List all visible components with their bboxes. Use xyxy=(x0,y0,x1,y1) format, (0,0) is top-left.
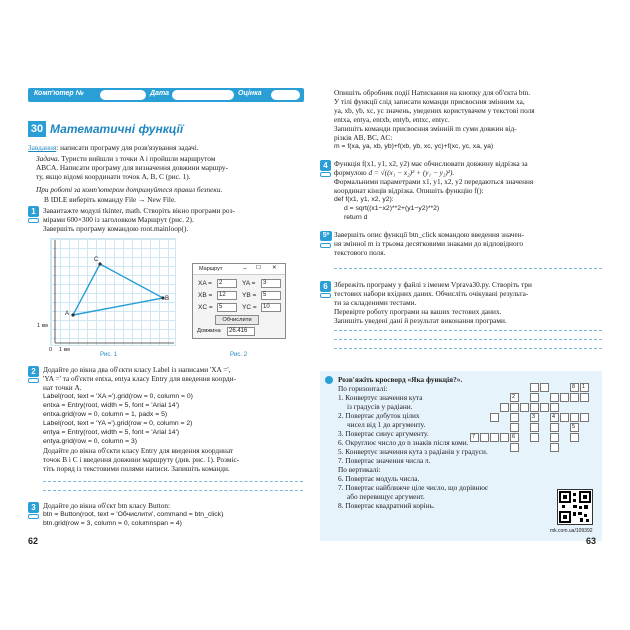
grade-label: Оцінка xyxy=(238,90,262,97)
crossword-cell[interactable] xyxy=(500,403,509,412)
crossword-cell[interactable]: 4 xyxy=(550,413,559,422)
crossword-cell[interactable] xyxy=(520,403,529,412)
task-2-line: Додайте до вікна два об'єкти класу Label із написами 'XA =', xyxy=(43,365,231,374)
crossword-cell[interactable] xyxy=(550,443,559,452)
crossword-cell[interactable] xyxy=(530,433,539,442)
crossword-cell[interactable] xyxy=(510,403,519,412)
horizontal-label: По горизонталі: xyxy=(338,384,388,393)
left-page xyxy=(28,88,304,550)
crossword-cell[interactable] xyxy=(570,413,579,422)
handler-line: ya, xb, yb, xc, yc значень, уведених користувачем у текстові поля xyxy=(334,106,535,115)
computer-icon xyxy=(320,172,331,177)
code-line: entxa.grid(row = 0, column = 1, padx = 5) xyxy=(43,411,168,418)
vertical-label: По вертикалі: xyxy=(338,465,381,474)
task-2-line: тіть поряд із текстовими полями написи. Запишіть команди. xyxy=(43,464,230,473)
computer-icon xyxy=(320,243,331,248)
origin-label: 0 xyxy=(49,347,53,353)
crossword-cell[interactable]: 6 xyxy=(510,433,519,442)
task-6-badge: 6 xyxy=(320,281,331,292)
code-line: btn = Button(root, text = 'Обчислити', command = btn_click) xyxy=(43,511,224,518)
problem-line: Туристи вийшли з точки A і пройшли маршрутом xyxy=(61,154,216,163)
qr-caption: mk.com.ua/109392 xyxy=(550,528,593,534)
task-3-text xyxy=(43,501,305,528)
crossword-cell[interactable]: 2 xyxy=(510,393,519,402)
axis-y-label: 1 км xyxy=(37,323,48,329)
code-line: btn.grid(row = 3, column = 0, columnspan = 4) xyxy=(43,520,182,527)
clue: 5. Конвертує значення кута з радіанів у градуси. xyxy=(338,447,488,456)
calculate-button[interactable]: Обчислити xyxy=(215,315,259,325)
task-6-line: Перевірте роботу програми на ваших тестових даних. xyxy=(334,307,502,316)
task-1-badge: 1 xyxy=(28,206,39,217)
problem-line: ту, якщо відомі координати точок A, B, C (рис. 1). xyxy=(36,172,191,181)
crossword-cell[interactable] xyxy=(560,413,569,422)
task-6-line: Збережіть програму у файлі з іменем Vprava30.py. Створіть три xyxy=(334,280,532,289)
task-1-text xyxy=(43,206,305,233)
length-label: Довжина xyxy=(197,328,221,334)
computer-label: Комп'ютер № xyxy=(34,90,84,97)
crossword-cell[interactable] xyxy=(540,403,549,412)
clue: або перевищує аргумент. xyxy=(347,492,425,501)
safety-line: При роботі за комп'ютером дотримуйтеся правил безпеки. xyxy=(36,185,223,194)
computer-icon xyxy=(320,293,331,298)
yb-label: YB = xyxy=(242,292,257,299)
crossword-cell[interactable]: 3 xyxy=(530,413,539,422)
task-2-badge: 2 xyxy=(28,366,39,377)
xc-label: XC = xyxy=(198,304,213,311)
task-2-line: нат точки A. xyxy=(43,383,82,392)
figure-1-triangle xyxy=(50,238,176,346)
answer-line[interactable] xyxy=(334,339,602,340)
handler-line: entxa, entya, entxb, entyb, entxc, entyc. xyxy=(334,115,450,124)
task-6-line: тестових набори вхідних даних. Обчисліть очікувані результа- xyxy=(334,289,529,298)
task-1-line: мірами 600×300 із заголовком Маршрут (рис. 2). xyxy=(43,215,194,224)
clue: 7. Повертає значення числа π. xyxy=(338,456,431,465)
crossword-panel xyxy=(320,371,602,541)
answer-line[interactable] xyxy=(334,330,602,331)
answer-line[interactable] xyxy=(43,481,303,482)
code-line: return d xyxy=(344,214,368,221)
code-line: def f(x1, y1, x2, y2): xyxy=(334,196,394,203)
task-intro-text: : написати програму для розв'язування задачі. xyxy=(56,143,199,152)
code-line: d = sqrt((x1−x2)**2+(y1−y2)**2) xyxy=(344,205,440,212)
ya-label: YA = xyxy=(242,280,256,287)
crossword-cell[interactable] xyxy=(540,383,549,392)
date-label: Дата xyxy=(150,90,170,97)
grade-field[interactable] xyxy=(271,90,300,100)
xa-label: XA = xyxy=(198,280,212,287)
yb-entry[interactable]: 5 xyxy=(261,291,281,300)
crossword-cell[interactable] xyxy=(580,413,589,422)
computer-field[interactable] xyxy=(100,90,146,100)
point-a-label: A xyxy=(65,311,70,317)
computer-icon xyxy=(28,378,39,383)
task-intro-label: Завдання xyxy=(28,143,57,152)
clue: чисел від 1 до аргументу. xyxy=(347,420,426,429)
crossword-cell[interactable] xyxy=(530,393,539,402)
date-field[interactable] xyxy=(172,90,234,100)
task-2-line: точок B і C і введення довжини маршруту (див. рис. 1). Розміс- xyxy=(43,455,240,464)
crossword-cell[interactable] xyxy=(550,433,559,442)
distance-formula: d = √((x₁ − x₂)² + (y₁ − y₂)²). xyxy=(368,168,455,177)
crossword-cell[interactable] xyxy=(550,393,559,402)
crossword-cell[interactable] xyxy=(530,423,539,432)
code-line: entya = Entry(root, width = 5, font = 'Arial 14') xyxy=(43,429,180,436)
yc-entry[interactable]: 10 xyxy=(261,303,281,312)
computer-icon xyxy=(28,218,39,223)
length-entry[interactable]: 26.416 xyxy=(227,327,255,336)
clue: із градусів у радіани. xyxy=(347,402,413,411)
crossword-cell[interactable] xyxy=(500,433,509,442)
crossword-cell[interactable] xyxy=(570,393,579,402)
code-line: Label(root, text = 'YA =').grid(row = 0, column = 2) xyxy=(43,420,193,427)
code-line: Label(root, text = 'XA =').grid(row = 0, column = 0) xyxy=(43,393,193,400)
yc-label: YC = xyxy=(242,304,257,311)
crossword-cell[interactable]: 8 xyxy=(570,383,579,392)
crossword-cell[interactable] xyxy=(550,423,559,432)
crossword-bullet-icon xyxy=(325,376,333,384)
crossword-cell[interactable] xyxy=(490,433,499,442)
task-6-line: ти за складеними тестами. xyxy=(334,298,417,307)
crossword-cell[interactable] xyxy=(570,433,579,442)
figure-2-window xyxy=(192,263,286,339)
answer-line[interactable] xyxy=(43,490,303,491)
handler-line: Запишіть команди присвоєння змінній m суми довжин від- xyxy=(334,124,517,133)
maximize-button[interactable]: ☐ xyxy=(256,265,261,271)
task-intro xyxy=(28,143,304,152)
minimize-button[interactable]: – xyxy=(243,265,247,272)
xb-label: XB = xyxy=(198,292,213,299)
figure-2-caption: Рис. 2 xyxy=(230,352,248,358)
code-line: entya.grid(row = 0, column = 3) xyxy=(43,438,138,445)
computer-icon xyxy=(28,514,39,519)
crossword-cell[interactable] xyxy=(510,423,519,432)
crossword-cell[interactable] xyxy=(510,413,519,422)
task-4-line: формулою xyxy=(334,168,367,177)
right-page xyxy=(320,88,602,550)
task-1-line: Завершіть програму командою root.mainloop(). xyxy=(43,224,189,233)
task-5-line: текстового поля. xyxy=(334,248,386,257)
crossword-cell[interactable] xyxy=(580,393,589,402)
task-4-badge: 4 xyxy=(320,160,331,171)
clue: 7. Повертає найближче ціле число, що дорівнює xyxy=(338,483,489,492)
left-page-number: 62 xyxy=(28,536,39,546)
crossword-cell[interactable] xyxy=(480,433,489,442)
code-line: m = f(xa, ya, xb, yb)+f(xb, yb, xc, yc)+f(xc, yc, xa, ya) xyxy=(334,143,494,150)
handler-line: різків AB, BC, AC: xyxy=(334,133,393,142)
clue: 1. Конвертує значення кута xyxy=(338,393,423,402)
point-c-label: C xyxy=(94,257,99,263)
task-5-text xyxy=(334,230,602,257)
crossword-cell[interactable]: 5 xyxy=(570,423,579,432)
crossword-cell[interactable] xyxy=(510,443,519,452)
task-2-line: 'YA =' та об'єкти entxa, entya класу Entry для введення коорди- xyxy=(43,374,236,383)
task-4-line: координат кінців відрізка. Опишіть функцію f(): xyxy=(334,186,484,195)
task-5-line: Завершіть опис функції btn_click командою введення значен- xyxy=(334,230,525,239)
xb-entry[interactable]: 12 xyxy=(217,291,237,300)
task-5-line: ня змінної m із трьома десятковими знаками до відповідного xyxy=(334,239,524,248)
clue: 8. Повертає квадратний корінь. xyxy=(338,501,435,510)
handler-text xyxy=(334,88,602,151)
right-page-number: 63 xyxy=(586,536,597,546)
clue: 6. Повертає модуль числа. xyxy=(338,474,420,483)
problem-line: ABCA. Написати програму для визначення довжини маршру- xyxy=(36,163,229,172)
task-1-line: Завантажте модулі tkinter, math. Створіть вікно програми роз- xyxy=(43,206,235,215)
crossword-cell[interactable]: 1 xyxy=(580,383,589,392)
task-3-badge: 3 xyxy=(28,502,39,513)
handler-line: Опишіть обробник події Натискання на кнопку для об'єкта btn. xyxy=(334,88,531,97)
crossword-cell[interactable]: 7 xyxy=(470,433,479,442)
problem-label: Задача. xyxy=(36,154,60,163)
xa-entry[interactable]: 2 xyxy=(217,279,237,288)
task-6-text xyxy=(334,280,602,325)
idle-line: В IDLE виберіть команду File → New File. xyxy=(44,195,177,204)
answer-line[interactable] xyxy=(334,268,602,269)
task-3-line: Додайте до вікна об'єкт btn класу Button: xyxy=(43,501,171,510)
ya-entry[interactable]: 3 xyxy=(261,279,281,288)
task-5-badge: 5* xyxy=(320,231,332,241)
figure-1-caption: Рис. 1 xyxy=(100,352,118,358)
crossword-cell[interactable] xyxy=(530,383,539,392)
lesson-title: Математичні функції xyxy=(50,122,184,136)
task-2-text xyxy=(43,365,305,473)
xc-entry[interactable]: 5 xyxy=(217,303,237,312)
crossword-cell[interactable] xyxy=(490,413,499,422)
qr-code[interactable] xyxy=(557,489,593,525)
task-4-line: Функція f(x1, y1, x2, y2) має обчислювати довжину відрізка за xyxy=(334,159,528,168)
answer-line[interactable] xyxy=(334,348,602,349)
crossword-cell[interactable] xyxy=(530,403,539,412)
axis-x-label: 1 км xyxy=(59,347,70,353)
close-button[interactable]: ✕ xyxy=(272,265,277,271)
window-title: Маршрут xyxy=(199,266,223,272)
code-line: entxa = Entry(root, width = 5, font = 'Arial 14') xyxy=(43,402,180,409)
task-6-line: Запишіть уведені дані й результат виконання програми. xyxy=(334,316,507,325)
crossword-title: Розв'яжіть кросворд «Яка функція?». xyxy=(338,375,463,384)
task-2-line: Додайте до вікна об'єкти класу Entry для введення координат xyxy=(43,446,234,455)
clue: 2. Повертає добуток цілих xyxy=(338,411,420,420)
clue: 6. Округлює число до n знаків після коми. xyxy=(338,438,469,447)
point-b-label: B xyxy=(165,296,170,302)
crossword-grid[interactable] xyxy=(470,383,600,453)
clue: 3. Повертає синус аргументу. xyxy=(338,429,429,438)
problem-text xyxy=(36,154,304,181)
crossword-cell[interactable] xyxy=(550,403,559,412)
task-4-line: Формальними параметрами x1, y1, x2, y2 передаються значення xyxy=(334,177,534,186)
lesson-number: 30 xyxy=(28,121,46,137)
handler-line: У тілі функції слід записати команди присвоєння змінним xa, xyxy=(334,97,525,106)
crossword-cell[interactable] xyxy=(560,393,569,402)
task-4-text xyxy=(334,159,602,222)
